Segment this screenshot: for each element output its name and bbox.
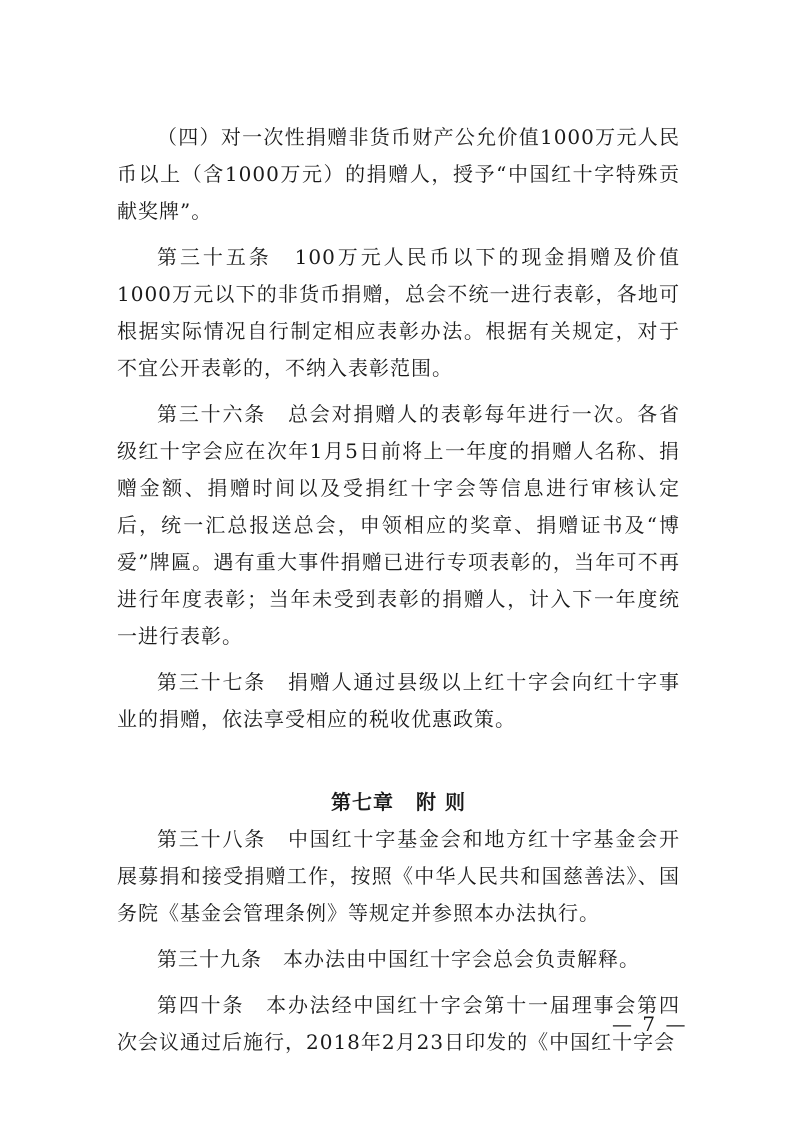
chapter-title: 附 则 bbox=[416, 790, 466, 814]
article-37: 第三十七条 捐赠人通过县级以上红十字会向红十字事业的捐赠，依法享受相应的税收优惠政策。 bbox=[117, 670, 680, 731]
page-number: — 7 — bbox=[612, 1012, 688, 1036]
paragraph-item-4-medal: （四）对一次性捐赠非货币财产公允价值1000万元人民币以上（含1000万元）的捐赠人，授予“中国红十字特殊贡献奖牌”。 bbox=[117, 125, 680, 223]
article-36: 第三十六条 总会对捐赠人的表彰每年进行一次。各省级红十字会应在次年1月5日前将上一年度的捐赠人名称、捐赠金额、捐赠时间以及受捐红十字会等信息进行审核认定后，统一汇总报送总会，申领相应的奖章、捐赠证书及“博爱”牌匾。遇有重大事件捐赠已进行专项表彰的，当年可不再进行年度表彰；当年未受到表彰的捐赠人，计入下一年度统一进行表彰。 bbox=[117, 402, 680, 648]
article-38: 第三十八条 中国红十字基金会和地方红十字基金会开展募捐和接受捐赠工作，按照《中华人民共和国慈善法》、国务院《基金会管理条例》等规定并参照本办法执行。 bbox=[117, 827, 680, 925]
chapter-heading bbox=[117, 784, 680, 821]
chapter-number: 第七章 bbox=[331, 790, 395, 814]
article-35: 第三十五条 100万元人民币以下的现金捐赠及价值1000万元以下的非货币捐赠，总会不统一进行表彰，各地可根据实际情况自行制定相应表彰办法。根据有关规定，对于不宜公开表彰的，不纳入表彰范围。 bbox=[117, 245, 680, 380]
article-39: 第三十九条 本办法由中国红十字会总会负责解释。 bbox=[157, 947, 640, 971]
article-40: 第四十条 本办法经中国红十字会第十一届理事会第四次会议通过后施行，2018年2月23日印发的《中国红十字会 bbox=[117, 993, 680, 1054]
document-body bbox=[117, 119, 680, 1061]
